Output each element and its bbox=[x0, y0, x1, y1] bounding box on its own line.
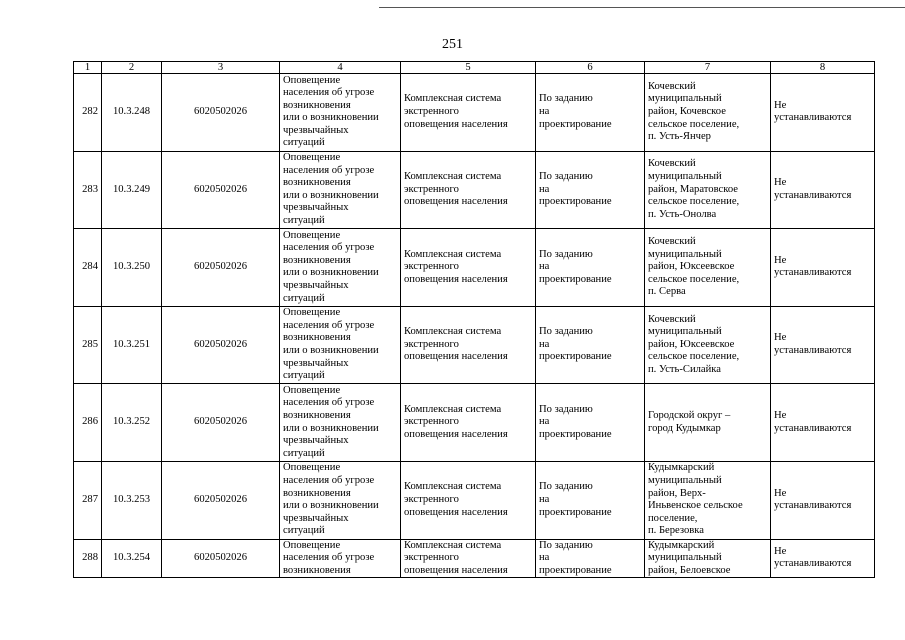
object-type: Комплексная система экстренного оповещения населения bbox=[401, 74, 536, 152]
table-row bbox=[74, 74, 875, 152]
column-header: 5 bbox=[401, 62, 536, 74]
object-parameters: По заданию на проектирование bbox=[536, 74, 645, 152]
object-type: Комплексная система экстренного оповещения населения bbox=[401, 384, 536, 462]
object-parameters: По заданию на проектирование bbox=[536, 306, 645, 384]
zone-requirements: Не устанавливаются bbox=[771, 461, 875, 539]
zone-requirements: Не устанавливаются bbox=[771, 384, 875, 462]
row-number: 288 bbox=[74, 539, 102, 578]
zone-requirements: Не устанавливаются bbox=[771, 306, 875, 384]
object-location: Городской округ – город Кудымкар bbox=[645, 384, 771, 462]
column-header: 4 bbox=[280, 62, 401, 74]
table-row bbox=[74, 384, 875, 462]
object-location: Кочевский муниципальный район, Юксеевское сельское поселение, п. Усть-Силайка bbox=[645, 306, 771, 384]
table-row bbox=[74, 539, 875, 578]
row-number: 284 bbox=[74, 229, 102, 307]
classifier-code: 6020502026 bbox=[162, 461, 280, 539]
zone-requirements: Не устанавливаются bbox=[771, 151, 875, 229]
classifier-code: 6020502026 bbox=[162, 74, 280, 152]
registry-table bbox=[73, 61, 875, 578]
object-code: 10.3.252 bbox=[102, 384, 162, 462]
row-number: 283 bbox=[74, 151, 102, 229]
row-number: 282 bbox=[74, 74, 102, 152]
object-parameters: По заданию на проектирование bbox=[536, 539, 645, 578]
object-parameters: По заданию на проектирование bbox=[536, 384, 645, 462]
row-number: 286 bbox=[74, 384, 102, 462]
object-purpose: Оповещение населения об угрозе возникновения или о возникновении чрезвычайных ситуаций bbox=[280, 229, 401, 307]
object-location: Кочевский муниципальный район, Кочевское сельское поселение, п. Усть-Янчер bbox=[645, 74, 771, 152]
classifier-code: 6020502026 bbox=[162, 539, 280, 578]
object-code: 10.3.251 bbox=[102, 306, 162, 384]
column-header: 7 bbox=[645, 62, 771, 74]
object-code: 10.3.254 bbox=[102, 539, 162, 578]
top-rule bbox=[379, 7, 905, 8]
object-location: Кудымкарский муниципальный район, Верх- Иньвенское сельское поселение, п. Березовка bbox=[645, 461, 771, 539]
object-type: Комплексная система экстренного оповещения населения bbox=[401, 306, 536, 384]
object-purpose: Оповещение населения об угрозе возникновения или о возникновении чрезвычайных ситуаций bbox=[280, 151, 401, 229]
object-purpose: Оповещение населения об угрозе возникновения или о возникновении чрезвычайных ситуаций bbox=[280, 461, 401, 539]
header-row bbox=[74, 62, 875, 74]
object-code: 10.3.250 bbox=[102, 229, 162, 307]
table-row bbox=[74, 151, 875, 229]
zone-requirements: Не устанавливаются bbox=[771, 539, 875, 578]
object-parameters: По заданию на проектирование bbox=[536, 229, 645, 307]
classifier-code: 6020502026 bbox=[162, 384, 280, 462]
object-location: Кочевский муниципальный район, Юксеевское сельское поселение, п. Серва bbox=[645, 229, 771, 307]
object-code: 10.3.249 bbox=[102, 151, 162, 229]
object-type: Комплексная система экстренного оповещения населения bbox=[401, 461, 536, 539]
row-number: 285 bbox=[74, 306, 102, 384]
row-number: 287 bbox=[74, 461, 102, 539]
column-header: 1 bbox=[74, 62, 102, 74]
column-header: 2 bbox=[102, 62, 162, 74]
object-parameters: По заданию на проектирование bbox=[536, 151, 645, 229]
column-header: 3 bbox=[162, 62, 280, 74]
column-header: 6 bbox=[536, 62, 645, 74]
classifier-code: 6020502026 bbox=[162, 229, 280, 307]
object-purpose: Оповещение населения об угрозе возникновения или о возникновении чрезвычайных ситуаций bbox=[280, 74, 401, 152]
object-type: Комплексная система экстренного оповещения населения bbox=[401, 229, 536, 307]
zone-requirements: Не устанавливаются bbox=[771, 229, 875, 307]
object-type: Комплексная система экстренного оповещения населения bbox=[401, 539, 536, 578]
table-row bbox=[74, 306, 875, 384]
classifier-code: 6020502026 bbox=[162, 151, 280, 229]
table-row bbox=[74, 229, 875, 307]
object-code: 10.3.253 bbox=[102, 461, 162, 539]
zone-requirements: Не устанавливаются bbox=[771, 74, 875, 152]
page-number: 251 bbox=[442, 37, 463, 52]
object-purpose: Оповещение населения об угрозе возникновения или о возникновении чрезвычайных ситуаций bbox=[280, 384, 401, 462]
column-header: 8 bbox=[771, 62, 875, 74]
object-location: Кочевский муниципальный район, Маратовское сельское поселение, п. Усть-Онолва bbox=[645, 151, 771, 229]
object-purpose: Оповещение населения об угрозе возникновения или о возникновении чрезвычайных ситуаций bbox=[280, 306, 401, 384]
object-purpose: Оповещение населения об угрозе возникновения bbox=[280, 539, 401, 578]
classifier-code: 6020502026 bbox=[162, 306, 280, 384]
object-location: Кудымкарский муниципальный район, Белоевское bbox=[645, 539, 771, 578]
object-code: 10.3.248 bbox=[102, 74, 162, 152]
object-type: Комплексная система экстренного оповещения населения bbox=[401, 151, 536, 229]
table-row bbox=[74, 461, 875, 539]
object-parameters: По заданию на проектирование bbox=[536, 461, 645, 539]
